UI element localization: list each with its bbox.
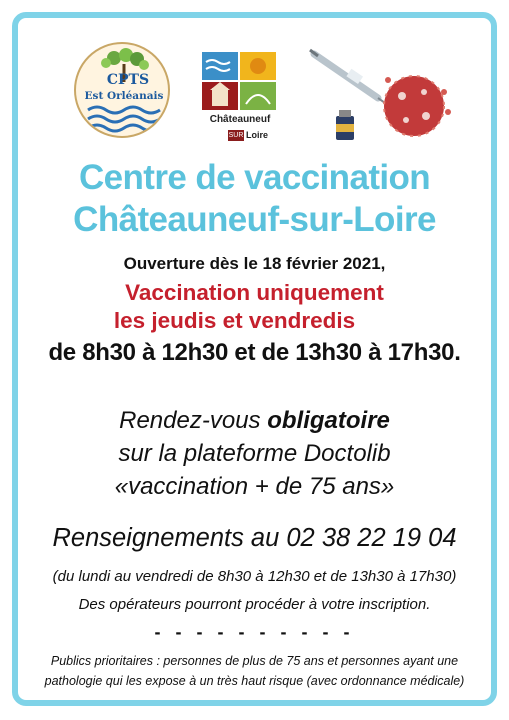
appointment-line1 bbox=[18, 407, 491, 435]
operators-note: Des opérateurs pourront procéder à votre inscription. bbox=[78, 596, 431, 613]
syringe-icon bbox=[310, 50, 392, 108]
vaccination-days-line1: Vaccination uniquement bbox=[125, 280, 384, 305]
separator: - - - - - - - - - - bbox=[154, 622, 355, 642]
appointment-prefix: Rendez-vous bbox=[119, 407, 268, 434]
city-logo-loire: Loire bbox=[246, 130, 269, 140]
appointment-line3: «vaccination + de 75 ans» bbox=[114, 473, 395, 500]
opening-hours: de 8h30 à 12h30 et de 13h30 à 17h30. bbox=[48, 339, 461, 366]
phone-hours: (du lundi au vendredi de 8h30 à 12h30 et de 13h30 à 17h30) bbox=[52, 568, 457, 585]
appointment-emphasis: obligatoire bbox=[267, 407, 390, 434]
page-title-line1: Centre de vaccination bbox=[78, 158, 431, 197]
cpts-logo bbox=[74, 42, 170, 138]
vaccine-virus-illustration bbox=[308, 46, 458, 146]
cpts-logo-title: CPTS bbox=[106, 72, 150, 88]
vaccination-days-line2: les jeudis et vendredis bbox=[113, 308, 356, 333]
cpts-logo-subtitle: Est Orléanais bbox=[84, 90, 164, 102]
opening-date: Ouverture dès le 18 février 2021, bbox=[123, 254, 386, 273]
priority-line2: pathologie qui les expose à un très haut risque (avec ordonnance médicale) bbox=[44, 674, 465, 688]
city-logo-name: Châteauneuf bbox=[209, 114, 271, 125]
appointment-line2: sur la plateforme Doctolib bbox=[118, 440, 391, 467]
waves-icon bbox=[86, 104, 162, 134]
vial-icon bbox=[336, 110, 354, 140]
page-title-line2: Châteauneuf-sur-Loire bbox=[73, 200, 436, 239]
city-logo-sur-badge bbox=[228, 130, 244, 141]
chateauneuf-logo bbox=[202, 52, 278, 144]
priority-line1: Publics prioritaires : personnes de plus de 75 ans et personnes ayant une bbox=[50, 654, 459, 668]
virus-icon bbox=[384, 76, 451, 136]
city-logo-sur: SUR bbox=[228, 132, 244, 139]
city-emblem-icon bbox=[202, 52, 278, 112]
logo-row bbox=[18, 32, 491, 152]
phone-info: Renseignements au 02 38 22 19 04 bbox=[52, 524, 457, 552]
poster-frame bbox=[12, 12, 497, 706]
